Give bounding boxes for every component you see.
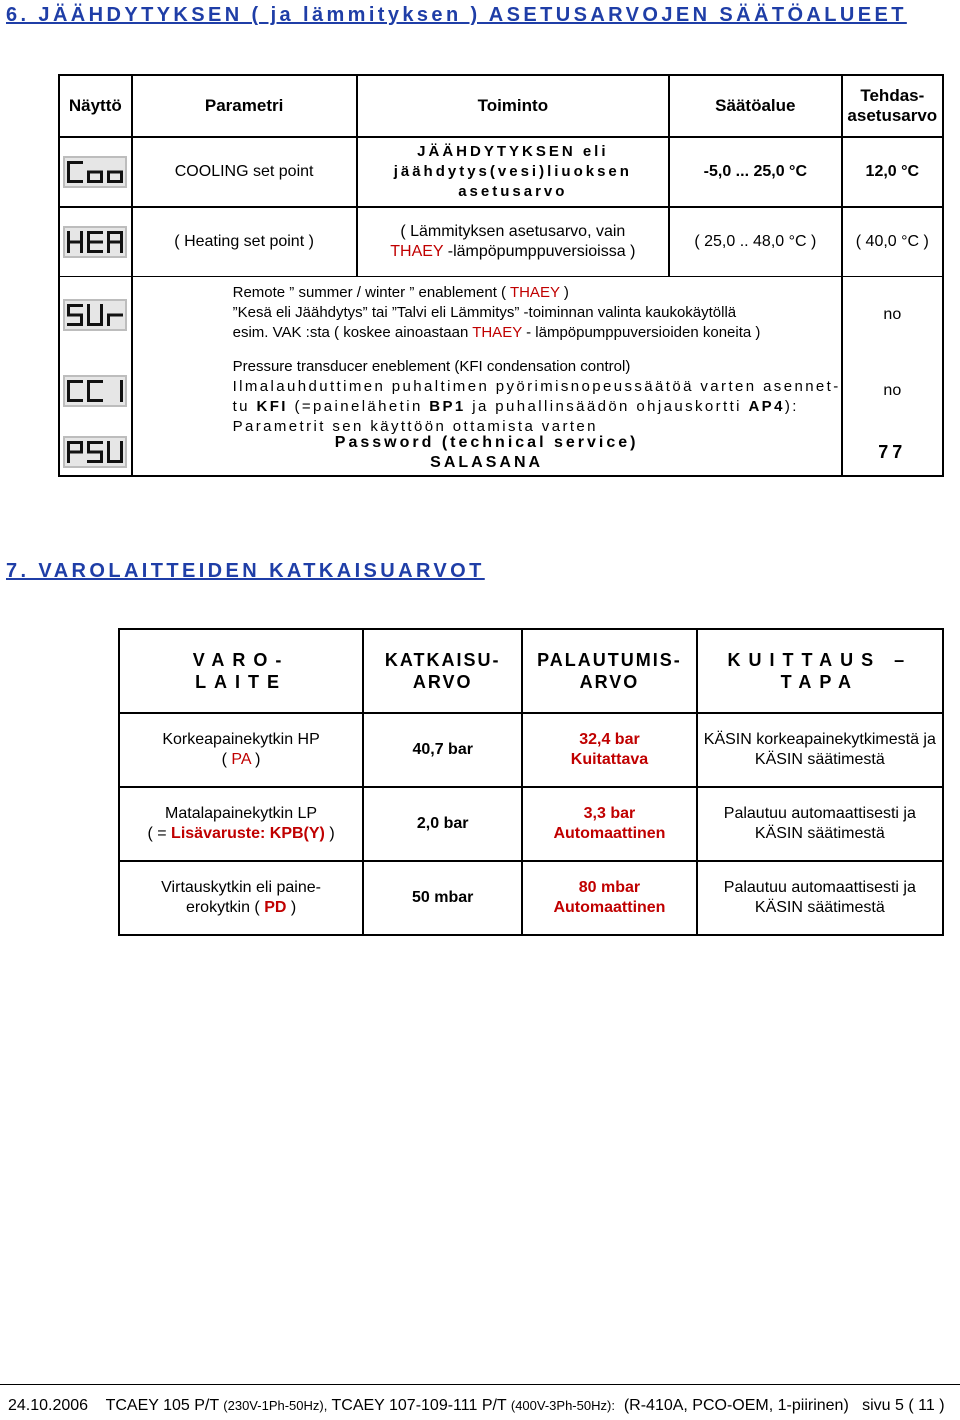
safety-devices-table [118, 628, 944, 936]
table-row [59, 277, 943, 477]
function-cell: JÄÄHDYTYKSEN eli jäähdytys(vesi)liuoksen asetusarvo [357, 137, 669, 207]
default-cell: ( 40,0 °C ) [842, 207, 943, 277]
footer-model1-spec: (230V-1Ph-50Hz), [223, 1398, 328, 1413]
header-reset: KUITTAUS – TAPA [697, 629, 943, 713]
reset-cell: Palautuu automaattisesti ja KÄSIN säätimestä [697, 861, 943, 935]
cutoff-cell: 2,0 bar [363, 787, 522, 861]
remote-description: Remote ” summer / winter ” enablement ( THAEY ) ”Kesä eli Jäähdytys” tai ”Talvi eli Lämmitys” -toiminnan valinta kaukokäytöllä esim. VAK :sta ( koskee ainoastaan THAEY - lämpöpumppuversioiden koneita ) [232, 284, 761, 341]
footer-page: sivu 5 ( 11 ) [862, 1397, 945, 1414]
device-cell: Korkeapainekytkin HP ( PA ) [119, 713, 363, 787]
device-cell: Matalapainekytkin LP ( = Lisävaruste: KPB(Y) ) [119, 787, 363, 861]
header-default: Tehdas- asetusarvo [842, 75, 943, 137]
restore-cell: 3,3 bar Automaattinen [522, 787, 696, 861]
footer-model1: TCAEY 105 P/T [105, 1397, 219, 1414]
table-header-row [59, 75, 943, 137]
page-footer [0, 1384, 960, 1414]
table-row [119, 861, 943, 935]
footer-model2: TCAEY 107-109-111 P/T [331, 1397, 507, 1414]
reset-cell: KÄSIN korkeapainekytkimestä ja KÄSIN säätimestä [697, 713, 943, 787]
display-cell [59, 277, 132, 477]
header-display: Näyttö [59, 75, 132, 137]
parameter-cell: ( Heating set point ) [132, 207, 357, 277]
header-device: VARO- LAITE [119, 629, 363, 713]
display-cell [59, 207, 132, 277]
table-header-row [119, 629, 943, 713]
footer-date: 24.10.2006 [8, 1397, 89, 1414]
footer-text [8, 1397, 945, 1415]
footer-refrigerant: (R-410A, PCO-OEM, 1-piirinen) [623, 1397, 849, 1414]
table-row [119, 787, 943, 861]
cutoff-cell: 50 mbar [363, 861, 522, 935]
reset-cell: Palautuu automaattisesti ja KÄSIN säätimestä [697, 787, 943, 861]
device-cell: Virtauskytkin eli paine- erokytkin ( PD ) [119, 861, 363, 935]
function-cell: ( Lämmityksen asetusarvo, vain THAEY -lämpöpumppuversioissa ) [357, 207, 669, 277]
pressure-description: Pressure transducer eneblement (KFI condensation control) Ilmalauhduttimen puhaltimen pyörimisnopeussäätöä varten asennet- tu KFI (=painelähetin BP1 ja puhallinsäädön ohjauskortti AP4): Parametrit sen käyttöön ottamista varten [232, 358, 841, 435]
restore-cell: 32,4 bar Kuitattava [522, 713, 696, 787]
cutoff-cell: 40,7 bar [363, 713, 522, 787]
display-cell [59, 137, 132, 207]
header-parameter: Parametri [132, 75, 357, 137]
footer-model2-spec: (400V-3Ph-50Hz): [510, 1398, 615, 1413]
parameter-cell: COOLING set point [132, 137, 357, 207]
default-cell: no no 77 [842, 277, 943, 477]
table-row [59, 137, 943, 207]
setpoint-table [58, 74, 944, 477]
section-6-title: 6. JÄÄHDYTYKSEN ( ja lämmityksen ) ASETUSARVOJEN SÄÄTÖALUEET [6, 4, 907, 26]
default-cell: 12,0 °C [842, 137, 943, 207]
restore-cell: 80 mbar Automaattinen [522, 861, 696, 935]
header-range: Säätöalue [669, 75, 842, 137]
header-cutoff: KATKAISU- ARVO [363, 629, 522, 713]
section-7-title [6, 560, 485, 583]
seg-display-icon [63, 375, 127, 407]
header-restore: PALAUTUMIS- ARVO [522, 629, 696, 713]
range-cell: -5,0 ... 25,0 °C [669, 137, 842, 207]
section-7-number: 7. VAROLAITTEIDEN KATKAISUARVOT [6, 560, 485, 582]
seg-display-icon [63, 436, 127, 468]
table-row [119, 713, 943, 787]
seg-display-icon [63, 226, 127, 258]
password-description: Password (technical service) SALASANA [334, 434, 639, 471]
table-row [59, 207, 943, 277]
description-cell [132, 277, 842, 477]
seg-display-icon [63, 156, 127, 188]
range-cell: ( 25,0 .. 48,0 °C ) [669, 207, 842, 277]
header-function: Toiminto [357, 75, 669, 137]
seg-display-icon [63, 299, 127, 331]
